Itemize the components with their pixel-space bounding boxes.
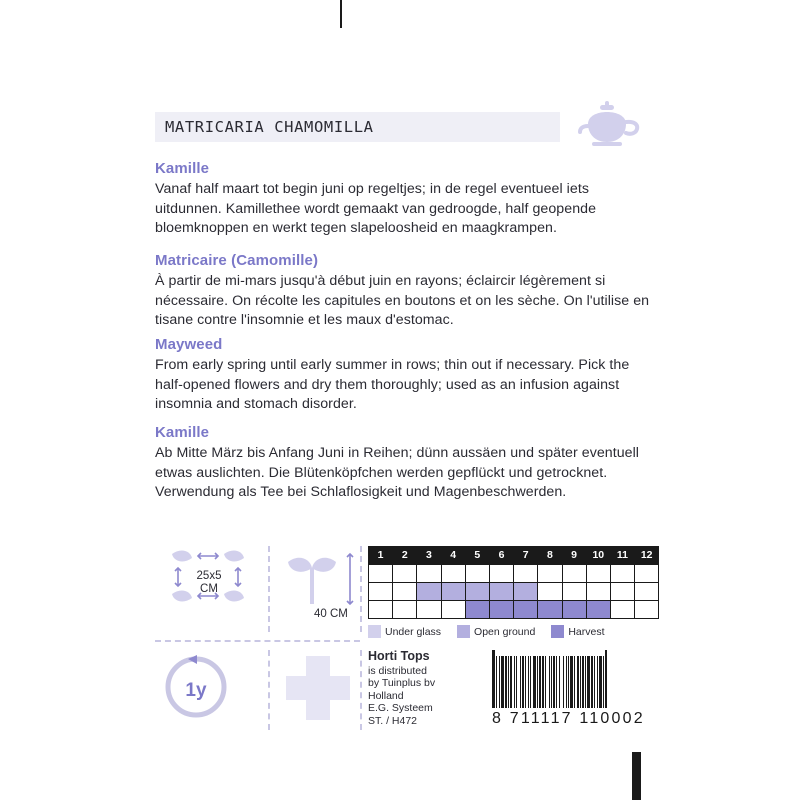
lang-title-en: Mayweed	[155, 336, 223, 353]
month-header: 4	[441, 547, 465, 565]
calendar-cell	[635, 565, 659, 583]
cross-icon-panel	[278, 650, 368, 730]
svg-text:1y: 1y	[185, 680, 207, 701]
legend-swatch-light	[368, 625, 381, 638]
month-header: 12	[635, 547, 659, 565]
legend-label: Open ground	[474, 625, 536, 638]
calendar-row	[369, 601, 659, 619]
language-block-fr	[155, 252, 655, 331]
spacing-icon-panel	[158, 546, 258, 632]
calendar-cell	[465, 583, 489, 601]
lang-title-de: Kamille	[155, 424, 210, 441]
calendar-cell	[538, 601, 562, 619]
lifecycle-icon-panel	[158, 650, 258, 730]
distributor-line: E.G. Systeem	[368, 702, 433, 715]
divider-horizontal	[155, 640, 360, 642]
height-icon-panel	[278, 546, 368, 632]
calendar-cell	[635, 601, 659, 619]
distributor-info	[368, 650, 435, 728]
calendar-cell	[489, 583, 513, 601]
calendar-cell	[586, 565, 610, 583]
language-block-nl	[155, 160, 655, 239]
calendar-cell	[538, 565, 562, 583]
calendar-cell	[514, 565, 538, 583]
calendar-cell	[441, 565, 465, 583]
barcode-bar	[607, 650, 608, 708]
distributor-line: is distributed	[368, 664, 427, 677]
calendar-cell	[369, 601, 393, 619]
spacing-label-line1: 25x5	[196, 570, 222, 582]
calendar-legend	[368, 625, 659, 638]
lang-title-fr: Matricaire (Camomille)	[155, 252, 319, 269]
calendar-cell	[514, 583, 538, 601]
distributor-line: Holland	[368, 689, 404, 702]
lang-body-de: Ab Mitte März bis Anfang Juni in Reihen; dünn aussäen und später eventuell etwas auslichten. Die Blütenköpfchen werden gepflückt und getrocknet. Verwendung als Tee bei Schlaflosigkeit und Magenbeschwerden.	[155, 445, 640, 501]
legend-item-harvest	[551, 625, 604, 638]
month-header: 7	[514, 547, 538, 565]
calendar-cell	[393, 565, 417, 583]
calendar-cell	[514, 601, 538, 619]
plant-height-icon	[278, 546, 368, 616]
calendar-cell	[369, 583, 393, 601]
calendar-cell	[562, 583, 586, 601]
calendar-cell	[393, 583, 417, 601]
legend-label: Under glass	[385, 625, 442, 638]
calendar-cell	[538, 583, 562, 601]
calendar-header-row	[369, 547, 659, 565]
calendar-cell	[610, 601, 634, 619]
calendar-cell	[393, 601, 417, 619]
calendar-cell	[489, 565, 513, 583]
month-header: 9	[562, 547, 586, 565]
calendar-cell	[562, 565, 586, 583]
calendar-cell	[635, 583, 659, 601]
legend-swatch-mid	[457, 625, 470, 638]
calendar-cell	[562, 601, 586, 619]
spacing-label-line2: CM	[200, 583, 218, 595]
calendar-row	[369, 583, 659, 601]
language-block-de	[155, 424, 655, 503]
calendar-cell	[417, 565, 441, 583]
calendar-table	[368, 546, 659, 619]
month-header: 6	[489, 547, 513, 565]
month-header: 2	[393, 547, 417, 565]
legend-item-open-ground	[457, 625, 535, 638]
top-edge-mark	[340, 0, 342, 28]
bottom-edge-mark	[632, 752, 641, 800]
barcode-number: 8 711117 110002	[492, 710, 645, 727]
distributor-name: Horti Tops	[368, 649, 430, 663]
calendar-cell	[417, 601, 441, 619]
legend-label: Harvest	[568, 625, 605, 638]
calendar-cell	[465, 601, 489, 619]
calendar-cell	[369, 565, 393, 583]
lang-body-nl: Vanaf half maart tot begin juni op regeltjes; in de regel eventueel iets uitdunnen. Kamillethee wordt gemaakt van gedroogde, half geopende bloemknoppen en werkt tegen slapeloosheid en maagkrampen.	[155, 181, 597, 237]
legend-swatch-dark	[551, 625, 564, 638]
sowing-calendar	[368, 546, 659, 638]
calendar-cell	[465, 565, 489, 583]
calendar-cell	[489, 601, 513, 619]
page-title: MATRICARIA CHAMOMILLA	[165, 118, 374, 136]
barcode-bars	[492, 650, 662, 708]
calendar-cell	[610, 583, 634, 601]
lang-title-nl: Kamille	[155, 160, 210, 177]
height-label: 40 CM	[314, 608, 348, 620]
calendar-cell	[610, 565, 634, 583]
distributor-line: ST. / H472	[368, 714, 418, 727]
divider-vertical-1	[268, 546, 270, 632]
calendar-cell	[586, 601, 610, 619]
distributor-line: by Tuinplus bv	[368, 677, 436, 690]
species-title-bar	[155, 112, 560, 142]
month-header: 5	[465, 547, 489, 565]
month-header: 11	[610, 547, 634, 565]
calendar-row	[369, 565, 659, 583]
month-header: 3	[417, 547, 441, 565]
one-year-icon	[158, 650, 242, 724]
teapot-icon	[578, 100, 640, 152]
month-header: 8	[538, 547, 562, 565]
month-header: 10	[586, 547, 610, 565]
calendar-cell	[441, 583, 465, 601]
barcode	[492, 650, 662, 728]
month-header: 1	[369, 547, 393, 565]
legend-item-under-glass	[368, 625, 441, 638]
calendar-body	[369, 565, 659, 619]
calendar-cell	[586, 583, 610, 601]
calendar-cell	[417, 583, 441, 601]
divider-vertical-2	[268, 650, 270, 730]
calendar-cell	[441, 601, 465, 619]
language-block-en	[155, 336, 655, 415]
cross-icon	[278, 650, 358, 724]
lang-body-en: From early spring until early summer in rows; thin out if necessary. Pick the half-opened flowers and dry them thoroughly; used as an infusion against insomnia and stomach disorder.	[155, 357, 630, 413]
lang-body-fr: À partir de mi-mars jusqu'à début juin en rayons; éclaircir légèrement si nécessaire. On récolte les capitules en boutons et on les sèche. On l'utilise en tisane contre l'insomnie et les maux d'estomac.	[155, 273, 650, 329]
